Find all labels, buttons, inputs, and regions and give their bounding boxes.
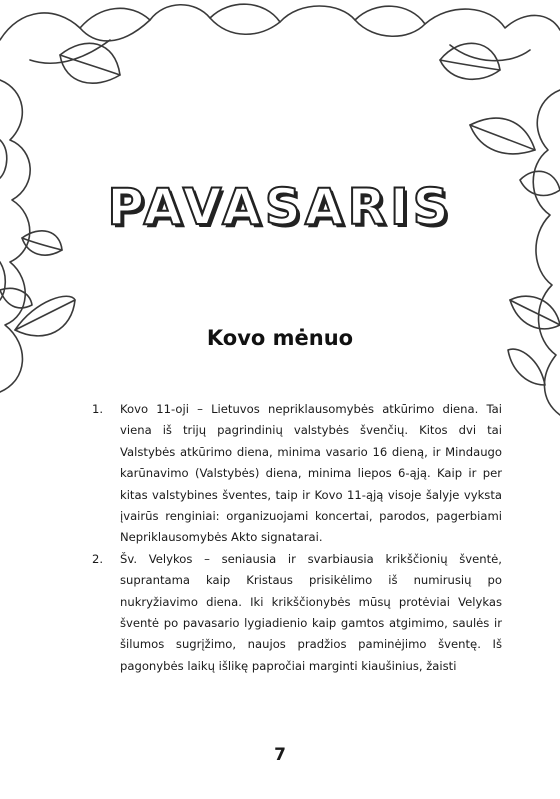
leaf-left-1 — [60, 43, 120, 83]
top-curtain — [0, 4, 560, 40]
page-number: 7 — [274, 745, 286, 765]
leaf-left-4 — [0, 288, 32, 308]
list-item — [92, 549, 502, 677]
leaf-right-2 — [470, 118, 535, 154]
section-heading: Kovo mėnuo — [206, 326, 354, 350]
list-item — [92, 399, 502, 549]
list-item-number: 1. — [92, 402, 104, 416]
leaf-right-4 — [510, 296, 560, 329]
leaf-right-1 — [440, 43, 500, 79]
list-item-number: 2. — [92, 551, 104, 566]
events-list — [92, 399, 502, 677]
page-title: PAVASARIS — [107, 178, 453, 236]
list-item-text: Kovo 11-oji – Lietuvos nepriklausomybės atkūrimo diena. Tai viena iš trijų pagrindinių valstybės švenčių. Kitos dvi tai Valstybės atkūrimo diena, minima vasario 16 dieną, ir Mindaugo karūnavimo (Valstybės) diena, minima liepos 6-ąją. Kaip ir per kitas valstybines šventes, taip ir Kovo 11-ąją visoje šalyje vyksta įvairūs renginiai: organizuojami koncertai, parodos, pagerbiami Nepriklausomybės Akto signatarai. — [120, 402, 502, 545]
list-item-text: Šv. Velykos – seniausia ir svarbiausia krikščionių šventė, suprantama kaip Kristaus prisikėlimo iš numirusių po nukryžiavimo diena. Iki krikščionybės mūsų protėviai Velykas šventė po pavasario lygiadienio kaip gamtos atgimimo, saulės ir šilumos sugrįžimo, naujos pradžios paminėjimo šventę. Iš pagonybės laikų išlikę papročiai marginti kiaušinius, žaisti — [120, 551, 502, 673]
right-trunk — [533, 90, 560, 415]
leaf-right-5 — [508, 349, 545, 385]
